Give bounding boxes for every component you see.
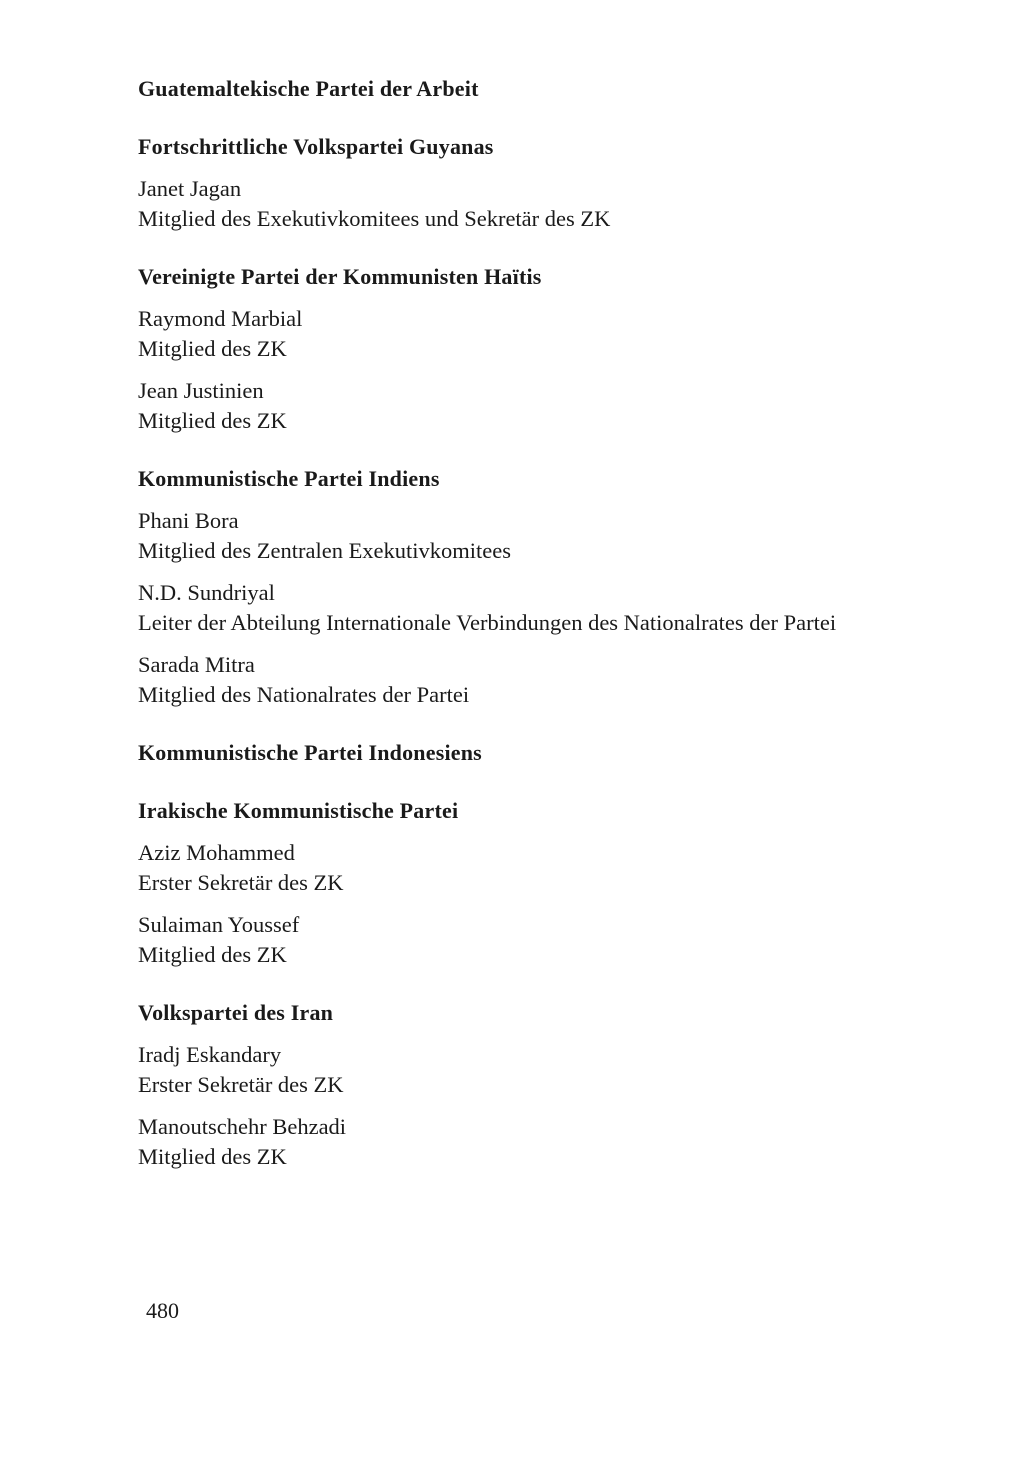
member-name: Sarada Mitra: [138, 652, 255, 677]
member-role: Mitglied des Exekutivkomitees und Sekretär des ZK: [138, 206, 611, 231]
party-section: [138, 738, 978, 768]
member-entry: [138, 304, 978, 364]
party-name: Fortschrittliche Volkspartei Guyanas: [138, 134, 494, 159]
party-section: [138, 464, 978, 710]
party-section: [138, 74, 978, 104]
member-name: Aziz Mohammed: [138, 840, 295, 865]
member-name: Manoutschehr Behzadi: [138, 1114, 347, 1139]
party-name: Irakische Kommunistische Partei: [138, 798, 459, 823]
member-role: Erster Sekretär des ZK: [138, 1072, 344, 1097]
member-entry: [138, 650, 978, 710]
member-entry: [138, 838, 978, 898]
member-name: Phani Bora: [138, 508, 239, 533]
member-role: Mitglied des ZK: [138, 1144, 287, 1169]
member-entry: [138, 376, 978, 436]
party-name: Volkspartei des Iran: [138, 1000, 334, 1025]
member-entry: [138, 1040, 978, 1100]
party-section: [138, 132, 978, 234]
member-name: N.D. Sundriyal: [138, 580, 275, 605]
member-name: Raymond Marbial: [138, 306, 303, 331]
member-role: Mitglied des Nationalrates der Partei: [138, 682, 470, 707]
member-entry: [138, 506, 978, 566]
member-name: Iradj Eskandary: [138, 1042, 282, 1067]
member-entry: [138, 174, 978, 234]
member-role: Mitglied des ZK: [138, 942, 287, 967]
member-role: Mitglied des ZK: [138, 408, 287, 433]
party-name: Vereinigte Partei der Kommunisten Haïtis: [138, 264, 542, 289]
member-entry: [138, 1112, 978, 1172]
document-page: [138, 74, 978, 1184]
member-entry: [138, 578, 978, 638]
member-entry: [138, 910, 978, 970]
party-name: Kommunistische Partei Indiens: [138, 466, 440, 491]
member-role: Mitglied des ZK: [138, 336, 287, 361]
party-name: Kommunistische Partei Indonesiens: [138, 740, 482, 765]
party-section: [138, 998, 978, 1172]
member-name: Janet Jagan: [138, 176, 242, 201]
party-section: [138, 796, 978, 970]
member-role: Mitglied des Zentralen Exekutivkomitees: [138, 538, 512, 563]
member-role: Leiter der Abteilung Internationale Verbindungen des Nationalrates der Partei: [138, 610, 837, 635]
party-section: [138, 262, 978, 436]
member-name: Jean Justinien: [138, 378, 264, 403]
member-name: Sulaiman Youssef: [138, 912, 300, 937]
party-name: Guatemaltekische Partei der Arbeit: [138, 76, 479, 101]
page-number: 480: [146, 1298, 179, 1323]
member-role: Erster Sekretär des ZK: [138, 870, 344, 895]
